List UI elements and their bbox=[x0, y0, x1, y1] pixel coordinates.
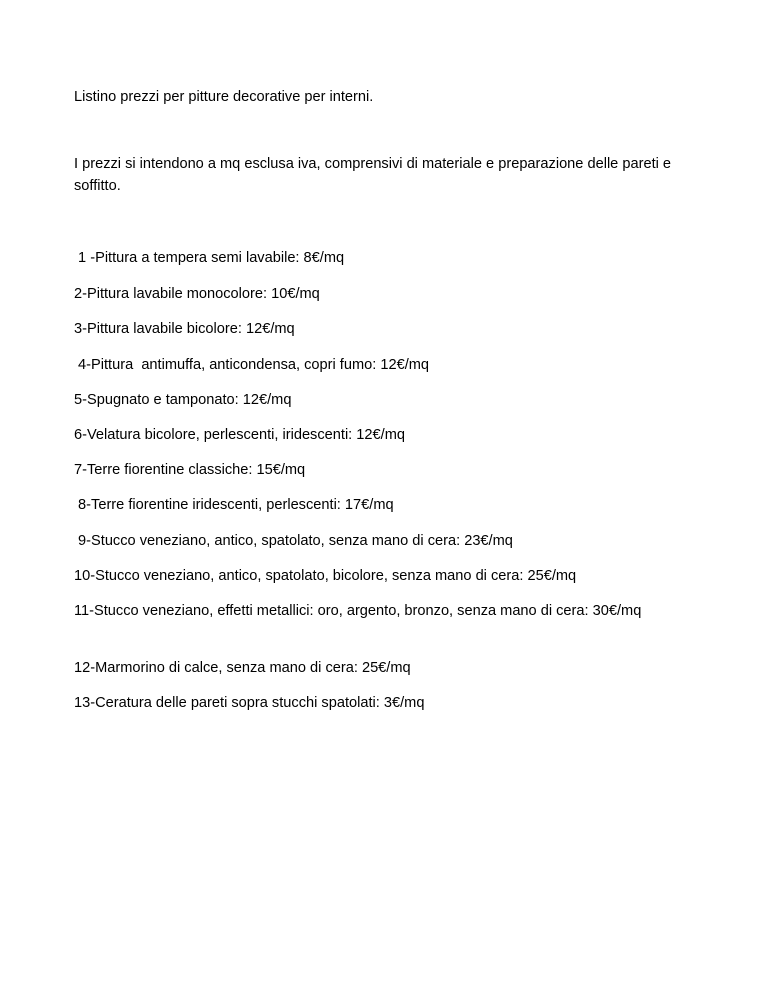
price-item-12: 12-Marmorino di calce, senza mano di cera: 25€/mq bbox=[74, 660, 411, 676]
price-item-3: 3-Pittura lavabile bicolore: 12€/mq bbox=[74, 321, 295, 337]
price-item-6: 6-Velatura bicolore, perlescenti, iridescenti: 12€/mq bbox=[74, 427, 405, 443]
price-item-5: 5-Spugnato e tamponato: 12€/mq bbox=[74, 392, 292, 408]
price-item-2: 2-Pittura lavabile monocolore: 10€/mq bbox=[74, 286, 320, 302]
price-item-4: 4-Pittura antimuffa, anticondensa, copri fumo: 12€/mq bbox=[74, 357, 430, 373]
price-item-11: 11-Stucco veneziano, effetti metallici: oro, argento, bronzo, senza mano di cera: 30€/mq bbox=[74, 603, 642, 619]
price-item-1: 1 -Pittura a tempera semi lavabile: 8€/mq bbox=[74, 250, 345, 266]
price-item-13: 13-Ceratura delle pareti sopra stucchi spatolati: 3€/mq bbox=[74, 695, 425, 711]
price-item-7: 7-Terre fiorentine classiche: 15€/mq bbox=[74, 462, 306, 478]
document-title: Listino prezzi per pitture decorative per interni. bbox=[74, 89, 374, 105]
price-item-10: 10-Stucco veneziano, antico, spatolato, bicolore, senza mano di cera: 25€/mq bbox=[74, 568, 577, 584]
price-item-9: 9-Stucco veneziano, antico, spatolato, senza mano di cera: 23€/mq bbox=[74, 533, 513, 549]
price-item-8: 8-Terre fiorentine iridescenti, perlescenti: 17€/mq bbox=[74, 497, 394, 513]
pricing-intro: I prezzi si intendono a mq esclusa iva, comprensivi di materiale e preparazione delle pareti e soffitto. bbox=[74, 156, 672, 194]
